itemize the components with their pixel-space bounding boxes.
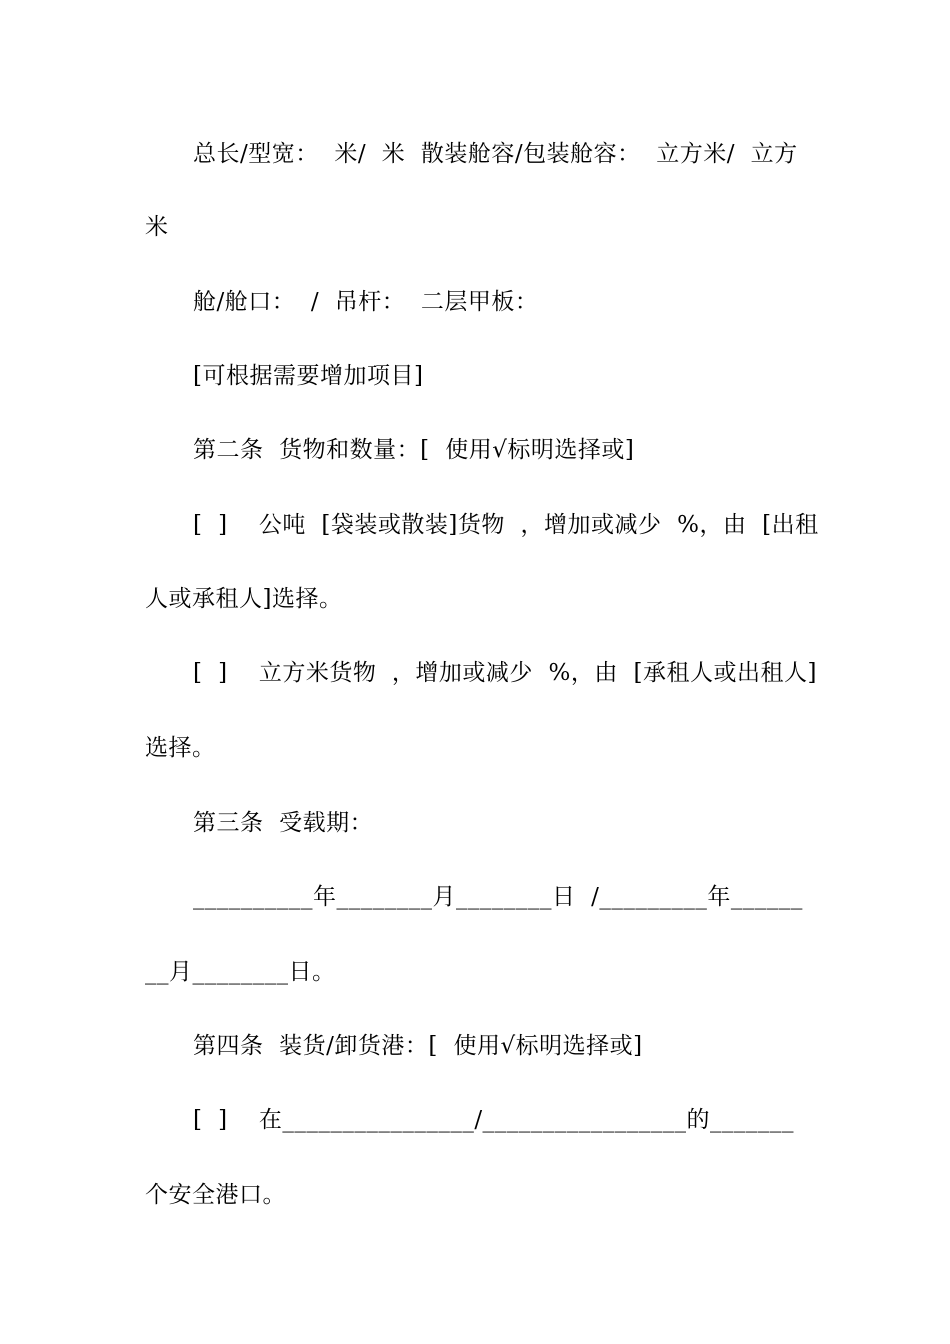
ship-dimensions-line-continued: 米 — [145, 214, 169, 240]
port-option-line-continued: 个安全港口。 — [145, 1182, 286, 1208]
hatch-derrick-line: 舱/舱口： / 吊杆： 二层甲板： — [193, 289, 539, 315]
article-two-heading: 第二条 货物和数量：[ 使用√标明选择或] — [193, 437, 635, 463]
cargo-option-tonnes-continued: 人或承租人]选择。 — [145, 586, 343, 612]
cargo-option-cubic-meters: [ ] 立方米货物 ，增加或减少 %，由 [承租人或出租人] — [193, 660, 817, 686]
laycan-date-line: __________年________月________日 /_________年______ — [193, 884, 803, 910]
ship-dimensions-line: 总长/型宽： 米/ 米 散装舱容/包装舱容： 立方米/ 立方 — [193, 141, 798, 167]
port-option-line: [ ] 在________________/_________________的_______ — [193, 1107, 795, 1133]
article-four-heading: 第四条 装货/卸货港：[ 使用√标明选择或] — [193, 1033, 643, 1059]
cargo-option-cubic-meters-continued: 选择。 — [145, 735, 216, 761]
cargo-option-tonnes: [ ] 公吨 [袋装或散装]货物 ，增加或减少 %，由 [出租 — [193, 512, 819, 538]
article-three-heading: 第三条 受载期： — [193, 810, 374, 836]
laycan-date-line-continued: __月________日。 — [145, 959, 336, 985]
additional-items-note: [可根据需要增加项目] — [193, 363, 424, 389]
